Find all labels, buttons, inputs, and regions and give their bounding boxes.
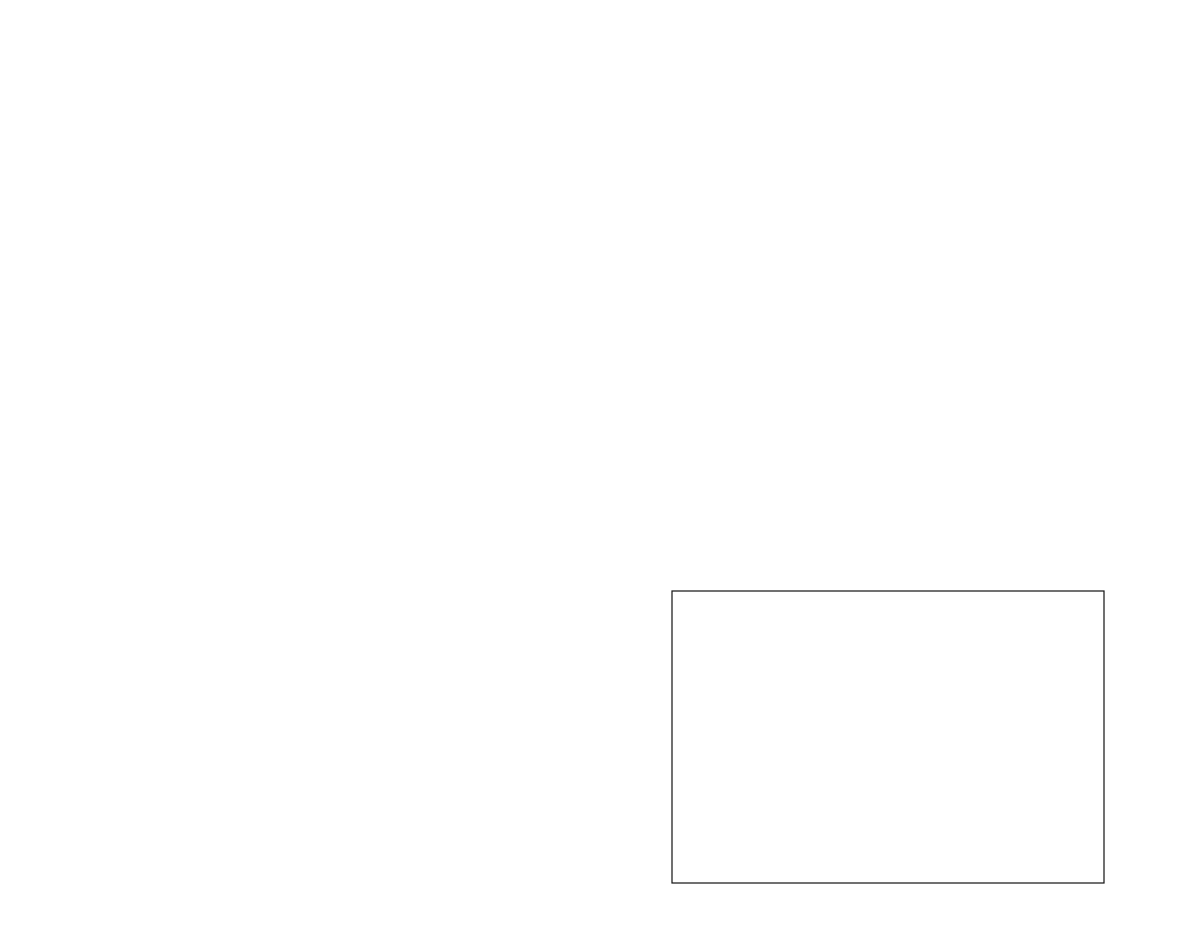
figure-xrd bbox=[660, 583, 1140, 943]
xrd-chart bbox=[660, 583, 1140, 943]
plot-frame bbox=[672, 591, 1104, 883]
